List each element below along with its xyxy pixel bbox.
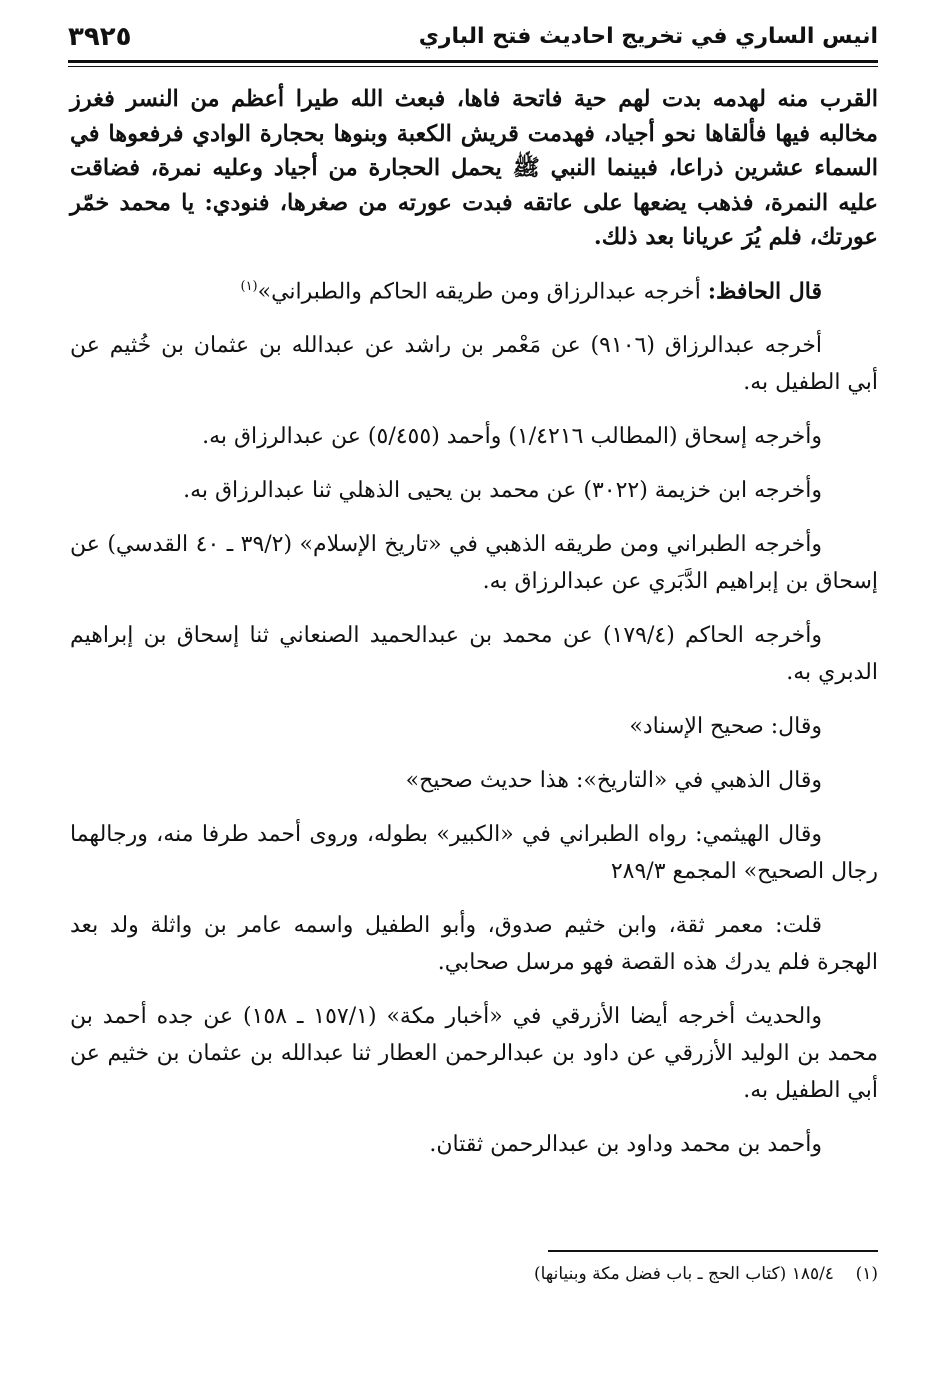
footnote-marker: (١) xyxy=(855,1264,878,1284)
paragraph: وأخرجه ابن خزيمة (٣٠٢٢) عن محمد بن يحيى الذهلي ثنا عبدالرزاق به. xyxy=(183,477,822,503)
paragraph: وقال: صحيح الإسناد» xyxy=(629,713,822,739)
footnote-text: ١٨٥/٤ (كتاب الحج ـ باب فضل مكة وبنيانها) xyxy=(533,1264,834,1284)
paragraph: وأحمد بن محمد وداود بن عبدالرحمن ثقتان. xyxy=(429,1131,822,1157)
hadith-quote: القرب منه لهدمه بدت لهم حية فاتحة فاها، فبعث الله طيرا أعظم من النسر فغرز مخالبه فيها فألقاها نحو أجياد، فهدمت قريش الكعبة وبنوها بحجارة الوادي فرفعوها في السماء عشرين ذراعا، فبينما النبي ﷺ يحمل الحجارة من أجياد وعليه نمرة، فضاقت عليه النمرة، فذهب يضعها على عاتقه فبدت عورته من صغرها، فنودي: يا محمد خمّر عورتك، فلم يُرَ عريانا بعد ذلك. xyxy=(70,86,878,250)
book-title: انيس الساري في تخريج احاديث فتح الباري xyxy=(418,24,878,49)
header-rule-thick xyxy=(68,60,878,63)
main-text xyxy=(70,82,878,1163)
footnote xyxy=(300,1264,878,1284)
hafiz-statement xyxy=(70,268,878,310)
running-header xyxy=(68,22,878,56)
header-rule-thin xyxy=(68,66,878,67)
paragraph: أخرجه عبدالرزاق (٩١٠٦) عن مَعْمر بن راشد عن عبدالله بن عثمان بن خُثيم عن أبي الطفيل به. xyxy=(70,332,878,395)
hafiz-text: أخرجه عبدالرزاق ومن طريقه الحاكم والطبراني» xyxy=(257,278,708,304)
paragraph: والحديث أخرجه أيضا الأزرقي في «أخبار مكة» (١٥٧/١ ـ ١٥٨) عن جده أحمد بن محمد بن الوليد الأزرقي عن داود بن عبدالرحمن العطار ثنا عبدالله بن عثمان بن خثيم عن أبي الطفيل به. xyxy=(70,1003,878,1103)
page-number: ٣٩٢٥ xyxy=(68,22,132,52)
footnote-ref: (١) xyxy=(240,278,258,294)
paragraph: وقال الهيثمي: رواه الطبراني في «الكبير» بطوله، وروى أحمد طرفا منه، ورجالهما رجال الصحيح» المجمع ٢٨٩/٣ xyxy=(70,821,878,884)
paragraph: وأخرجه إسحاق (المطالب ١/٤٢١٦) وأحمد (٥/٤٥٥) عن عبدالرزاق به. xyxy=(202,423,822,449)
paragraph: وأخرجه الطبراني ومن طريقه الذهبي في «تاريخ الإسلام» (٣٩/٢ ـ ٤٠ القدسي) عن إسحاق بن إبراهيم الدَّبَري عن عبدالرزاق به. xyxy=(70,531,878,594)
paragraph: قلت: معمر ثقة، وابن خثيم صدوق، وأبو الطفيل واسمه عامر بن واثلة ولد بعد الهجرة فلم يدرك هذه القصة فهو مرسل صحابي. xyxy=(70,912,878,975)
hafiz-label: قال الحافظ: xyxy=(707,277,822,304)
paragraph: وقال الذهبي في «التاريخ»: هذا حديث صحيح» xyxy=(405,767,822,793)
paragraph: وأخرجه الحاكم (١٧٩/٤) عن محمد بن عبدالحميد الصنعاني ثنا إسحاق بن إبراهيم الدبري به. xyxy=(70,622,878,685)
footnote-separator xyxy=(548,1250,878,1252)
